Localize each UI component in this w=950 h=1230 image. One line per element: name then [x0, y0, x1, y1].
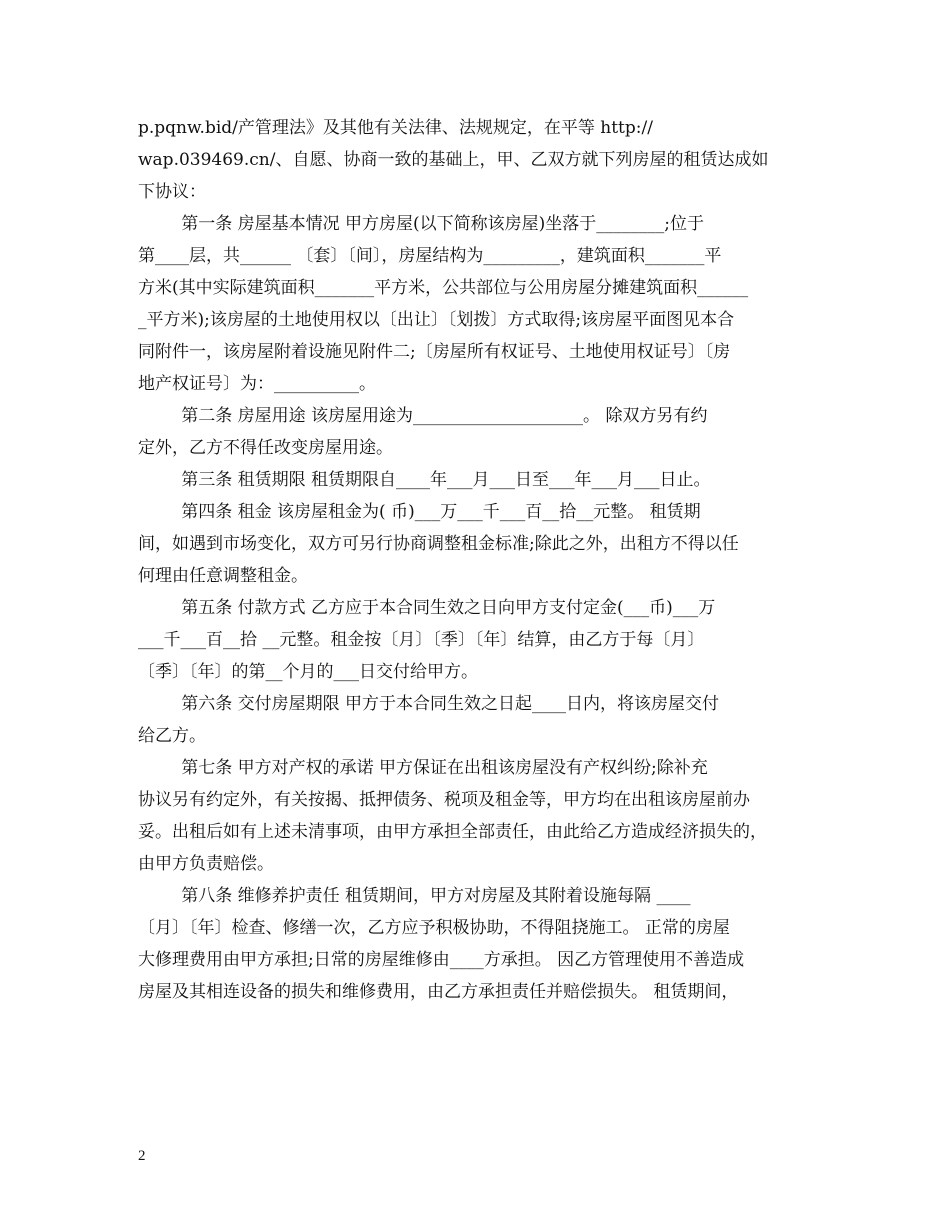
text-line: 第七条 甲方对产权的承诺 甲方保证在出租该房屋没有产权纠纷;除补充 — [138, 758, 708, 778]
document-page — [138, 112, 815, 1008]
text-line: ___千___百__拾 __元整。租金按〔月〕〔季〕〔年〕结算，由乙方于每〔月〕 — [138, 630, 705, 650]
text-line: 间，如遇到市场变化，双方可另行协商调整租金标准;除此之外，出租方不得以任 — [138, 534, 739, 554]
text-line: 第五条 付款方式 乙方应于本合同生效之日向甲方支付定金(___币)___万 — [138, 598, 716, 618]
text-line: p.pqnw.bid/产管理法》及其他有关法律、法规规定，在平等 http:// — [138, 118, 653, 138]
document-body — [138, 112, 815, 1008]
text-line: 房屋及其相连设备的损失和维修费用，由乙方承担责任并赔偿损失。 租赁期间， — [138, 982, 739, 1002]
page-number: 2 — [138, 1148, 146, 1164]
text-line: 方米(其中实际建筑面积_______平方米，公共部位与公用房屋分摊建筑面积______ — [138, 278, 749, 298]
text-line: 第一条 房屋基本情况 甲方房屋(以下简称该房屋)坐落于________;位于 — [138, 214, 705, 234]
text-line: wap.039469.cn/、自愿、协商一致的基础上，甲、乙双方就下列房屋的租赁达成如 — [138, 150, 769, 170]
text-line: 定外，乙方不得任改变房屋用途。 — [138, 438, 393, 458]
text-line: 大修理费用由甲方承担;日常的房屋维修由____方承担。 因乙方管理使用不善造成 — [138, 950, 745, 970]
text-line: 第八条 维修养护责任 租赁期间，甲方对房屋及其附着设施每隔 ____ — [138, 886, 691, 906]
text-line: 第三条 租赁期限 租赁期限自____年___月___日至___年___月___日止。 — [138, 470, 711, 490]
text-line: 妥。出租后如有上述未清事项，由甲方承担全部责任，由此给乙方造成经济损失的， — [138, 822, 767, 842]
text-line: 地产权证号〕为：__________。 — [138, 374, 376, 394]
text-line: 下协议： — [138, 182, 206, 202]
text-line: 由甲方负责赔偿。 — [138, 854, 274, 874]
text-line: 何理由任意调整租金。 — [138, 566, 308, 586]
text-line: 〔季〕〔年〕的第__个月的___日交付给甲方。 — [138, 662, 478, 682]
text-line: 第二条 房屋用途 该房屋用途为____________________。 除双方另有约 — [138, 406, 708, 426]
text-line: 同附件一，该房屋附着设施见附件二;〔房屋所有权证号、土地使用权证号〕〔房 — [138, 342, 731, 362]
text-line: _平方米);该房屋的土地使用权以〔出让〕〔划拨〕方式取得;该房屋平面图见本合 — [138, 310, 735, 330]
text-line: 〔月〕〔年〕检查、修缮一次，乙方应予积极协助，不得阻挠施工。 正常的房屋 — [138, 918, 730, 938]
text-line: 给乙方。 — [138, 726, 206, 746]
text-line: 协议另有约定外，有关按揭、抵押债务、税项及租金等，甲方均在出租该房屋前办 — [138, 790, 750, 810]
text-line: 第____层，共______ 〔套〕〔间〕，房屋结构为_________，建筑面积_______平 — [138, 246, 722, 266]
text-line: 第四条 租金 该房屋租金为( 币)___万___千___百__拾__元整。 租赁期 — [138, 502, 701, 522]
text-line: 第六条 交付房屋期限 甲方于本合同生效之日起____日内，将该房屋交付 — [138, 694, 720, 714]
